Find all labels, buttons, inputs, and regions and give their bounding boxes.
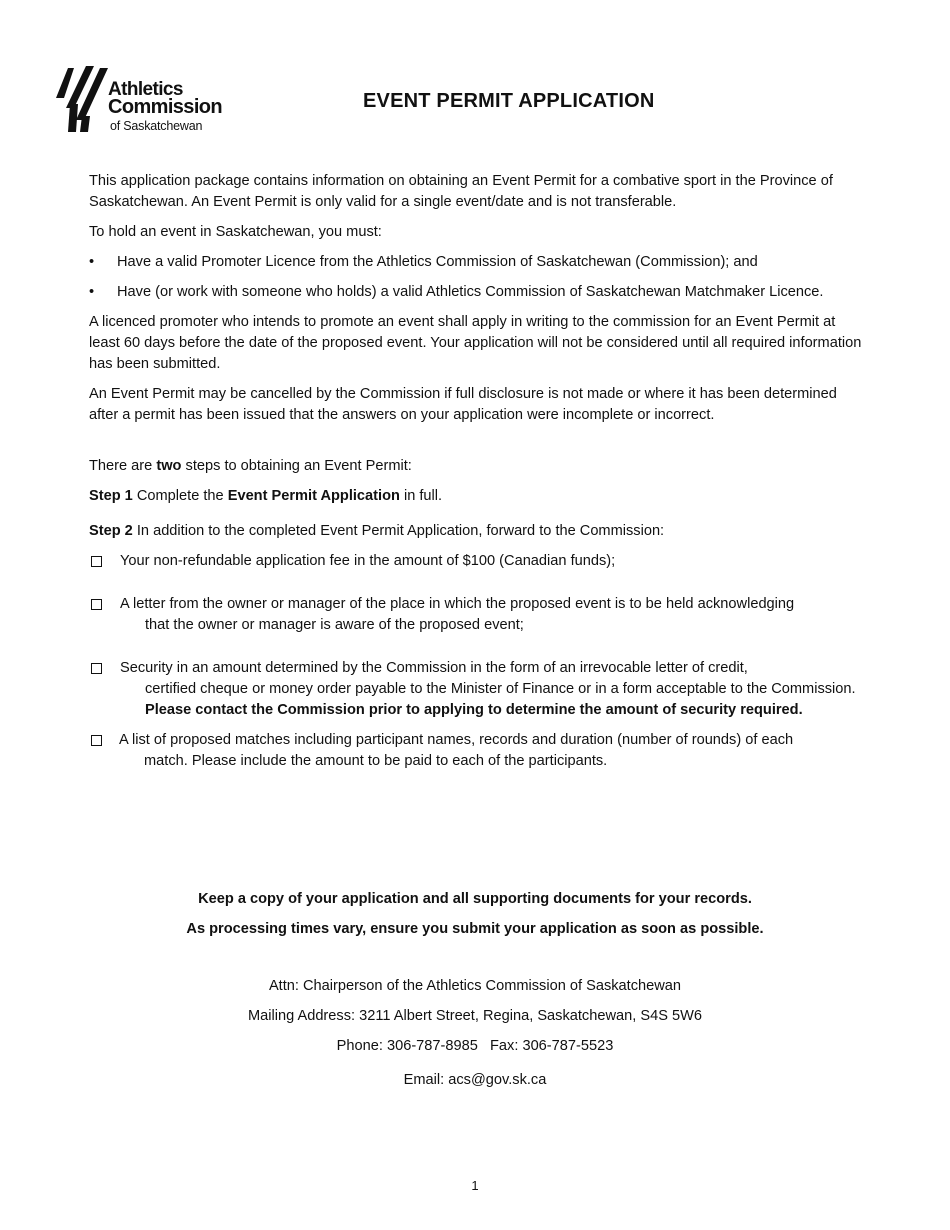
steps-intro: There are two steps to obtaining an Event Permit: (89, 458, 412, 474)
checklist-text-continued: certified cheque or money order payable to the Minister of Finance or in a form acceptable to the Commission. Please contact the Commission prior to applying to determine the amount of security required. (145, 681, 856, 718)
checkbox-icon (91, 599, 102, 610)
licenced-promoter-paragraph: A licenced promoter who intends to promote an event shall apply in writing to the commission for an Event Permit at least 60 days before the date of the proposed event. Your application will not be considered until all required information has been submitted. (89, 314, 862, 372)
checklist-text: Security in an amount determined by the Commission in the form of an irrevocable letter of credit, (120, 660, 748, 676)
requirement-item (89, 252, 864, 273)
step-2: Step 2 In addition to the completed Event Permit Application, forward to the Commission: (89, 523, 665, 539)
checkbox-icon (91, 663, 102, 674)
step-1: Step 1 Complete the Event Permit Application in full. (89, 488, 443, 504)
commission-logo (56, 64, 226, 134)
checklist-item (89, 730, 864, 772)
checklist-text: A list of proposed matches including participant names, records and duration (number of rounds) of each (119, 732, 794, 748)
logo-line-commission: Commission (108, 96, 223, 118)
checklist-item (89, 658, 864, 721)
checklist-text-continued: that the owner or manager is aware of the proposed event; (145, 617, 524, 633)
checklist-text: Your non-refundable application fee in the amount of $100 (Canadian funds); (120, 553, 616, 569)
logo-line-athletics: Athletics (108, 79, 183, 100)
cancellation-paragraph: An Event Permit may be cancelled by the Commission if full disclosure is not made or where it has been determined after a permit has been issued that the answers on your application were incomplete or incorrect. (89, 386, 837, 423)
bullet-icon: • (89, 284, 95, 300)
checklist-item (89, 551, 864, 572)
contact-email: Email: acs@gov.sk.ca (403, 1072, 547, 1088)
bullet-icon: • (89, 254, 95, 270)
logo-line-saskatchewan: of Saskatchewan (110, 119, 203, 133)
contact-phone-fax: Phone: 306-787-8985 Fax: 306-787-5523 (336, 1038, 614, 1054)
contact-address: Mailing Address: 3211 Albert Street, Regina, Saskatchewan, S4S 5W6 (247, 1008, 702, 1024)
notice-keep-copy: Keep a copy of your application and all supporting documents for your records. (198, 891, 752, 907)
document-body (89, 171, 864, 772)
requirement-text: Have a valid Promoter Licence from the Athletics Commission of Saskatchewan (Commission); and (117, 254, 758, 270)
checkbox-icon (91, 556, 102, 567)
intro-paragraph: This application package contains information on obtaining an Event Permit for a combative sport in the Province of Saskatchewan. An Event Permit is only valid for a single event/date and is not transferable. (89, 173, 833, 210)
requirements-lead: To hold an event in Saskatchewan, you must: (89, 224, 382, 240)
athletics-commission-emblem-icon (56, 64, 108, 134)
page-number: 1 (471, 1178, 479, 1193)
notice-processing-times: As processing times vary, ensure you submit your application as soon as possible. (186, 921, 764, 937)
contact-attn: Attn: Chairperson of the Athletics Commission of Saskatchewan (268, 978, 682, 994)
page-title: EVENT PERMIT APPLICATION (363, 90, 655, 112)
checklist-text-continued: match. Please include the amount to be paid to each of the participants. (144, 753, 608, 769)
checklist-item (89, 594, 880, 636)
requirement-item (89, 282, 864, 303)
requirement-text: Have (or work with someone who holds) a valid Athletics Commission of Saskatchewan Matchmaker Licence. (117, 284, 824, 300)
checkbox-icon (91, 735, 102, 746)
checklist-text: A letter from the owner or manager of the place in which the proposed event is to be held acknowledging (120, 596, 795, 612)
